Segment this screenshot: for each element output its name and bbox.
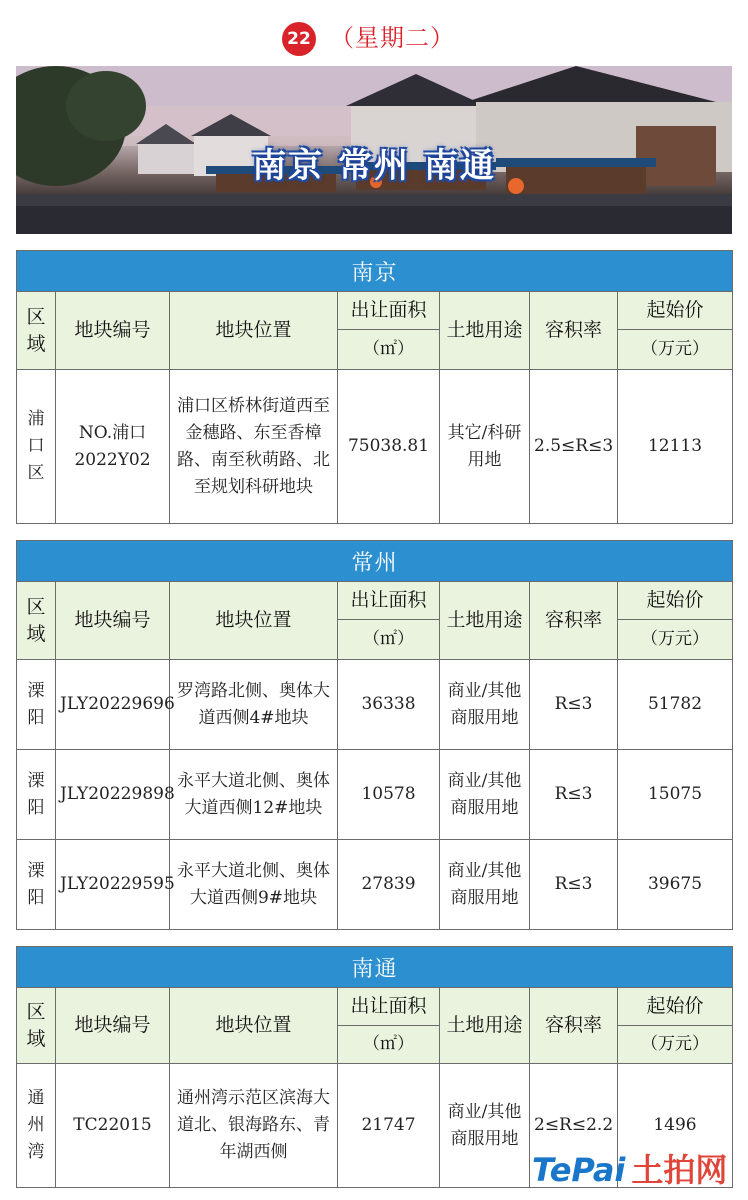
col-area: 出让面积 bbox=[338, 292, 440, 330]
column-header-row bbox=[17, 988, 733, 1026]
cell-far: 2≤R≤2.2 bbox=[530, 1064, 618, 1188]
cell-location: 通州湾示范区滨海大道北、银海路东、青年湖西侧 bbox=[170, 1064, 338, 1188]
column-header-row bbox=[17, 292, 733, 330]
cell-far: 2.5≤R≤3 bbox=[530, 370, 618, 524]
cell-use: 商业/其他商服用地 bbox=[440, 660, 530, 750]
cell-price: 51782 bbox=[618, 660, 733, 750]
cell-district: 通州湾 bbox=[17, 1064, 56, 1188]
col-location: 地块位置 bbox=[170, 292, 338, 370]
cell-district: 溧阳 bbox=[17, 660, 56, 750]
cell-price: 12113 bbox=[618, 370, 733, 524]
col-area-unit: （㎡） bbox=[338, 330, 440, 370]
cell-location: 永平大道北侧、奥体大道西侧12#地块 bbox=[170, 750, 338, 840]
cell-price: 15075 bbox=[618, 750, 733, 840]
table-row bbox=[17, 370, 733, 524]
cell-location: 永平大道北侧、奥体大道西侧9#地块 bbox=[170, 840, 338, 930]
city-title: 南通 bbox=[17, 947, 733, 988]
cell-area: 36338 bbox=[338, 660, 440, 750]
land-table-changzhou bbox=[16, 540, 733, 930]
col-district: 区域 bbox=[17, 292, 56, 370]
col-area-unit: （㎡） bbox=[338, 1026, 440, 1064]
cell-far: R≤3 bbox=[530, 660, 618, 750]
weekday-label: （星期二） bbox=[330, 24, 455, 52]
col-use: 土地用途 bbox=[440, 988, 530, 1064]
cell-plot-no: JLY20229696 bbox=[56, 660, 170, 750]
col-location: 地块位置 bbox=[170, 582, 338, 660]
cell-use: 商业/其他商服用地 bbox=[440, 750, 530, 840]
cell-area: 21747 bbox=[338, 1064, 440, 1188]
col-price-unit: （万元） bbox=[618, 620, 733, 660]
cell-plot-no: JLY20229898 bbox=[56, 750, 170, 840]
cell-district: 溧阳 bbox=[17, 750, 56, 840]
cell-plot-no: JLY20229595 bbox=[56, 840, 170, 930]
cell-location: 浦口区桥林街道西至金穗路、东至香樟路、南至秋萌路、北至规划科研地块 bbox=[170, 370, 338, 524]
land-table-nanjing bbox=[16, 250, 733, 524]
cell-district: 溧阳 bbox=[17, 840, 56, 930]
city-title: 南京 bbox=[17, 251, 733, 292]
col-area: 出让面积 bbox=[338, 988, 440, 1026]
col-far: 容积率 bbox=[530, 582, 618, 660]
cell-price: 39675 bbox=[618, 840, 733, 930]
cell-location: 罗湾路北侧、奥体大道西侧4#地块 bbox=[170, 660, 338, 750]
city-header-row bbox=[17, 947, 733, 988]
cell-price: 1496 bbox=[618, 1064, 733, 1188]
banner-image bbox=[16, 66, 732, 234]
city-title: 常州 bbox=[17, 541, 733, 582]
date-badge: 22 bbox=[282, 22, 316, 56]
col-location: 地块位置 bbox=[170, 988, 338, 1064]
logo-latin: TePai bbox=[532, 1151, 626, 1189]
col-district: 区域 bbox=[17, 582, 56, 660]
city-header-row bbox=[17, 251, 733, 292]
table-row bbox=[17, 660, 733, 750]
tepai-logo bbox=[532, 1150, 727, 1190]
cell-plot-no: TC22015 bbox=[56, 1064, 170, 1188]
col-plot-no: 地块编号 bbox=[56, 988, 170, 1064]
col-area: 出让面积 bbox=[338, 582, 440, 620]
banner-title: 南京 常州 南通 bbox=[252, 146, 496, 186]
cell-plot-no: NO.浦口2022Y02 bbox=[56, 370, 170, 524]
col-price: 起始价 bbox=[618, 582, 733, 620]
city-header-row bbox=[17, 541, 733, 582]
cell-use: 其它/科研用地 bbox=[440, 370, 530, 524]
table-row bbox=[17, 840, 733, 930]
page-header bbox=[0, 0, 748, 62]
col-use: 土地用途 bbox=[440, 292, 530, 370]
col-price: 起始价 bbox=[618, 292, 733, 330]
column-header-row bbox=[17, 582, 733, 620]
cell-area: 27839 bbox=[338, 840, 440, 930]
col-plot-no: 地块编号 bbox=[56, 292, 170, 370]
col-plot-no: 地块编号 bbox=[56, 582, 170, 660]
col-district: 区域 bbox=[17, 988, 56, 1064]
cell-far: R≤3 bbox=[530, 750, 618, 840]
col-use: 土地用途 bbox=[440, 582, 530, 660]
logo-chinese: 土拍网 bbox=[631, 1151, 728, 1189]
col-far: 容积率 bbox=[530, 292, 618, 370]
col-far: 容积率 bbox=[530, 988, 618, 1064]
col-price-unit: （万元） bbox=[618, 330, 733, 370]
cell-use: 商业/其他商服用地 bbox=[440, 840, 530, 930]
col-price: 起始价 bbox=[618, 988, 733, 1026]
cell-area: 75038.81 bbox=[338, 370, 440, 524]
table-row bbox=[17, 750, 733, 840]
cell-area: 10578 bbox=[338, 750, 440, 840]
col-price-unit: （万元） bbox=[618, 1026, 733, 1064]
col-area-unit: （㎡） bbox=[338, 620, 440, 660]
cell-district: 浦口区 bbox=[17, 370, 56, 524]
cell-far: R≤3 bbox=[530, 840, 618, 930]
cell-use: 商业/其他商服用地 bbox=[440, 1064, 530, 1188]
